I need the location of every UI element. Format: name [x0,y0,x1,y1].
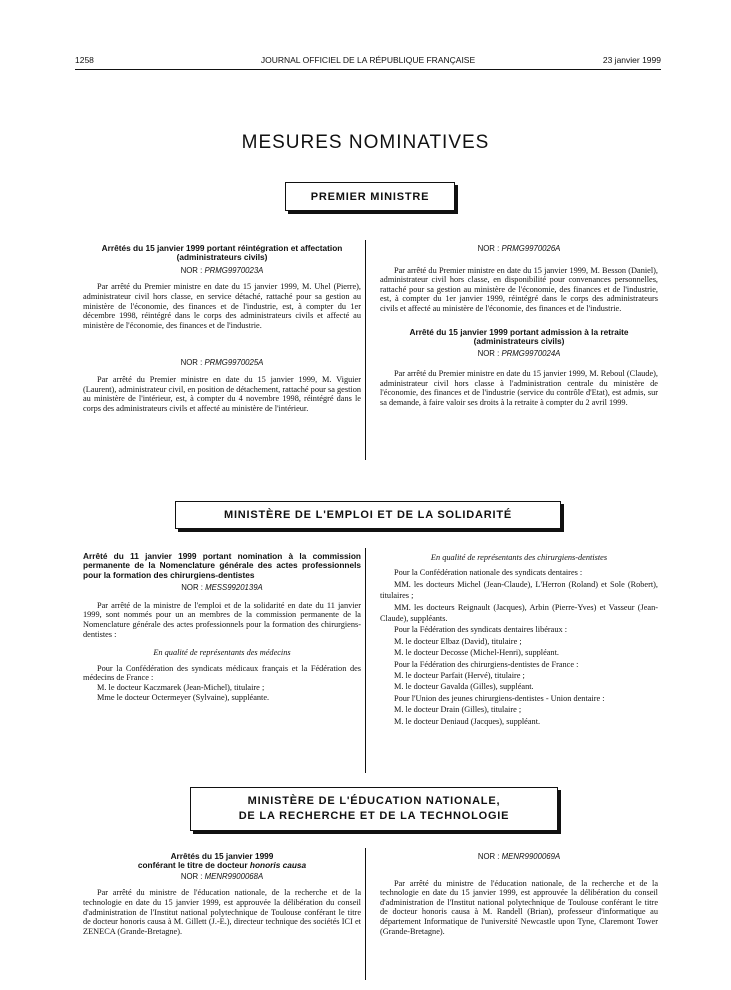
decree-title-line2 [83,861,361,870]
nor-reference [83,358,361,368]
section-heading-line1: MINISTÈRE DE L'ÉDUCATION NATIONALE, [247,795,501,807]
decree-title-text: conférant le titre de docteur [137,860,248,871]
nor-label: NOR : [477,244,500,253]
nor-label: NOR : [181,583,203,593]
nor-value: PRMG9970026A [501,244,561,253]
decree-paragraph: Pour la Confédération des syndicats médicaux français et la Fédération des médecins de France : [83,663,361,683]
list-item: Pour l'Union des jeunes chirurgiens-dentistes - Union dentaire : [394,693,605,703]
nor-value: MESS9920139A [205,583,263,593]
list-item: M. le docteur Kaczmarek (Jean-Michel), titulaire ; [97,682,265,692]
nor-reference [83,266,361,276]
list-item: M. le docteur Deniaud (Jacques), suppléant. [394,716,541,726]
main-title: MESURES NOMINATIVES [241,132,490,153]
decree-paragraph: Par arrêté du ministre de l'éducation nationale, de la recherche et de la technologie en date du 15 janvier 1999, est approuvée la délibération du conseil d'administration de l'Institut national polytechnique de Toulouse conférant le titre de docteur honoris causa à M. Randell (Brian), professeur d'informatique au département Informatique de l'université Newcastle upon Tyne, Claremont Tower (Grande-Bretagne). [380,878,658,936]
emploi-column-left [83,552,361,702]
subheading: En qualité de représentants des chirurgiens-dentistes [430,553,608,562]
subheading: En qualité de représentants des médecins [153,648,291,658]
premier-column-left [83,244,361,413]
nor-label: NOR : [180,871,203,881]
decree-paragraph: Par arrêté du Premier ministre en date du 15 janvier 1999, M. Besson (Daniel), administrateur civil hors classe, en disponibilité pour convenances personnelles, rattaché pour sa gestion au ministère de l'économie, des finances et de l'industrie, est, à compter du 1er janvier 1999, réintégré dans le corps des administrateurs civils et affecté au ministère de l'économie, des finances et de l'industrie. [380,265,658,313]
decree-paragraph: Par arrêté de la ministre de l'emploi et de la solidarité en date du 11 janvier 1999, sont nommés pour un an membres de la commission permanente de la Nomenclature générale des actes professionnels pour la formation des chirurgiens-dentistes : [83,600,361,639]
decree-title: Arrêté du 11 janvier 1999 portant nomination à la commission permanente de la Nomenclature générale des actes professionnels pour la formation des chirurgiens-dentistes [83,551,361,580]
nor-reference [380,244,658,254]
list-item: M. le docteur Gavalda (Gilles), suppléant. [394,682,534,692]
decree-title: Arrêté du 15 janvier 1999 portant admission à la retraite (administrateurs civils) [409,326,629,346]
decree-paragraph: Par arrêté du Premier ministre en date du 15 janvier 1999, M. Uhel (Pierre), administrateur civil hors classe, en service détaché, rattaché pour sa gestion au ministère de l'économie, des finances et de l'industrie, est, à compter du 1er décembre 1998, réintégré dans le corps des administrateurs civils et affecté au ministère de l'économie, des finances et de l'industrie. [83,282,361,330]
nor-value: PRMG9970024A [501,349,561,359]
section-heading-premier-ministre [285,182,455,211]
decree-title [83,852,361,871]
journal-title: JOURNAL OFFICIEL DE LA RÉPUBLIQUE FRANÇAISE [260,55,476,65]
section-heading-text: PREMIER MINISTRE [310,190,430,203]
nor-label: NOR : [180,265,203,275]
list-item: Mme le docteur Octermeyer (Sylvaine), suppléante. [97,692,270,702]
column-divider [365,240,366,460]
decree-paragraph: Par arrêté du Premier ministre en date du 15 janvier 1999, M. Viguier (Laurent), administrateur civil, en position de détachement, rattaché pour sa gestion au ministère de l'intérieur, est, à compter du 4 novembre 1998, réintégré dans le corps des administrateurs civils et affecté au ministère de l'intérieur. [83,374,361,413]
list-item: MM. les docteurs Michel (Jean-Claude), L'Herron (Roland) et Sole (Robert), titulaires ; [380,579,658,601]
column-divider [365,848,366,980]
list-item: M. le docteur Decosse (Michel-Henri), suppléant. [394,648,559,658]
list-item: Pour la Fédération des syndicats dentaires libéraux : [394,625,568,635]
issue-date: 23 janvier 1999 [602,55,661,65]
section-heading-line2: DE LA RECHERCHE ET DE LA TECHNOLOGIE [238,810,510,822]
list-item: MM. les docteurs Reignault (Jacques), Arbin (Pierre-Yves) et Vasseur (Jean-Claude), suppléants. [380,602,658,624]
decree-title: Arrêtés du 15 janvier 1999 portant réintégration et affectation (administrateurs civils) [101,243,343,263]
nor-label: NOR : [180,358,203,368]
list-item: M. le docteur Parfait (Hervé), titulaire ; [394,671,525,681]
nor-label: NOR : [477,349,500,359]
nor-value: PRMG9970023A [204,265,264,275]
nor-reference [83,872,361,882]
decree-paragraph: Par arrêté du ministre de l'éducation nationale, de la recherche et de la technologie en date du 15 janvier 1999, est approuvée la délibération du conseil d'administration de l'Institut national polytechnique de Toulouse conférant le titre de docteur honoris causa à M. Gillett (J.-E.), directeur technique des sociétés ICI et ZENECA (Grande-Bretagne). [83,888,361,936]
list-item: Pour la Confédération nationale des syndicats dentaires : [394,568,583,578]
education-column-right [380,852,658,936]
premier-column-right [380,244,658,407]
list-item: M. le docteur Elbaz (David), titulaire ; [394,636,522,646]
running-header [75,55,661,69]
decree-title-emphasis: honoris causa [249,860,307,871]
list-item: M. le docteur Drain (Gilles), titulaire ; [394,705,522,715]
nor-value: PRMG9970025A [204,358,264,368]
section-heading-education [190,787,558,831]
nor-label: NOR : [477,852,500,861]
nor-reference [380,349,658,359]
education-column-left [83,852,361,936]
nor-value: MENR9900068A [204,871,264,881]
section-heading-text: MINISTÈRE DE L'EMPLOI ET DE LA SOLIDARITÉ [223,509,513,521]
nor-value: MENR9900069A [501,852,561,861]
column-divider [365,548,366,773]
nor-reference [83,583,361,593]
nor-reference [380,852,658,862]
list-item: Pour la Fédération des chirurgiens-dentistes de France : [394,659,579,669]
section-heading-emploi [175,501,561,529]
decree-title-line1: Arrêtés du 15 janvier 1999 [170,851,274,861]
decree-paragraph: Par arrêté du Premier ministre en date du 15 janvier 1999, M. Reboul (Claude), administrateur civil hors classe à l'administration centrale du ministère de l'économie, des finances et de l'industrie (service du contrôle d'Etat), est admis, sur sa demande, à faire valoir ses droits à la retraite à compter du 2 avril 1999. [380,368,658,407]
header-rule [75,69,661,70]
emploi-column-right [380,552,658,727]
page-number: 1258 [75,55,94,65]
